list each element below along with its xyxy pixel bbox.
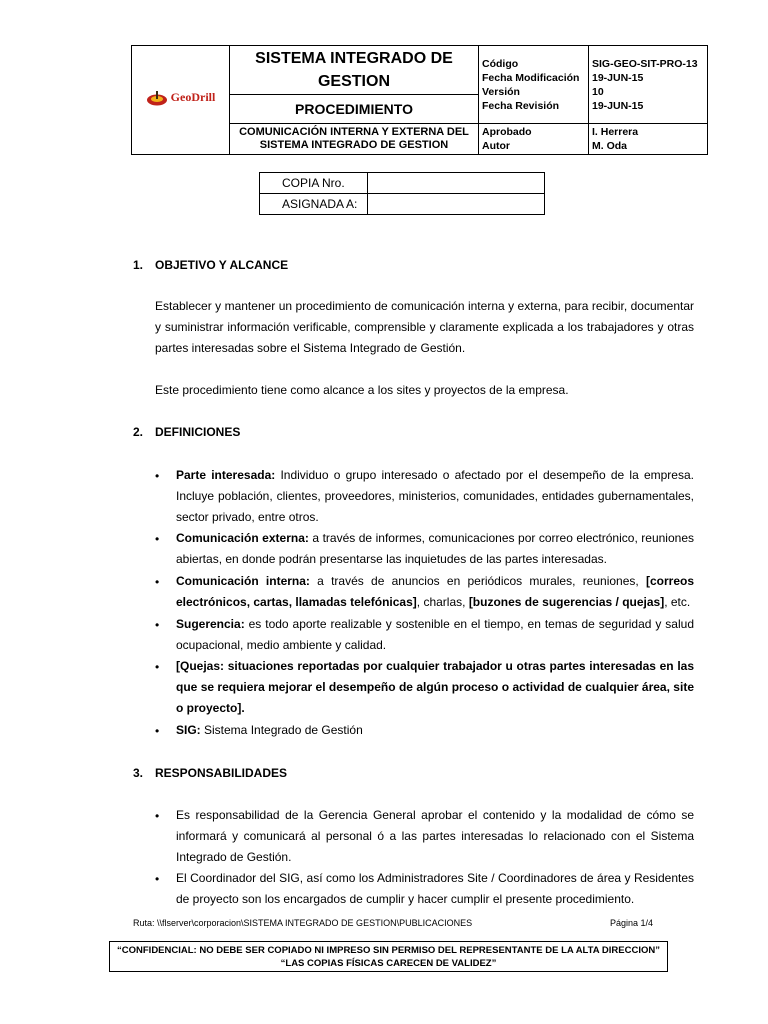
definition-text: Sistema Integrado de Gestión [200, 723, 363, 737]
footer-path: Ruta: \\flserver\corporacion\SISTEMA INTEGRADO DE GESTION\PUBLICACIONES [133, 918, 473, 928]
definition-text: , charlas, [416, 595, 469, 609]
paragraph: Este procedimiento tiene como alcance a los sites y proyectos de la empresa. [155, 383, 569, 397]
field-value-review-date: 19-JUN-15 [592, 99, 644, 112]
field-label: Versión [482, 85, 520, 98]
field-value-version: 10 [592, 85, 604, 98]
section-heading [133, 766, 287, 780]
doc-title: COMUNICACIÓN INTERNA Y EXTERNA DEL SISTEMA INTEGRADO DE GESTION [230, 124, 479, 155]
meta-values-top [589, 46, 708, 124]
bullet: • [155, 660, 160, 674]
section-heading [133, 425, 240, 439]
bullet: • [155, 809, 160, 823]
definition-text: , etc. [664, 595, 691, 609]
definition-bold: [buzones de sugerencias / quejas] [468, 595, 665, 609]
assigned-to-label: ASIGNADA A: [260, 194, 368, 215]
section-number: 3. [133, 766, 144, 780]
definition-item [176, 614, 694, 656]
logo-text: GeoDrill [170, 90, 216, 104]
confidential-notice [109, 941, 668, 972]
definition-text: Individuo o grupo interesado o afectado por el desempeño de la empresa. Incluye población, clientes, proveedores, ministerios, comunidades, entidades gubernamentales, sector privado, entre otros. [176, 468, 694, 524]
field-label: Aprobado [482, 126, 532, 138]
definition-bold: [correos electrónicos, cartas, llamadas telefónicas] [176, 574, 695, 609]
bullet: • [155, 575, 160, 589]
definition-text: a través de informes, comunicaciones por correo electrónico, reuniones abiertas, en donde podrán presentarse las inquietudes de las partes interesadas. [176, 531, 694, 566]
definition-item [176, 720, 694, 741]
definition-item [176, 656, 694, 719]
copy-assignment-box [259, 172, 545, 215]
definition-term: Comunicación interna: [176, 574, 310, 588]
definition-item [176, 465, 694, 528]
section-title: RESPONSABILIDADES [155, 766, 288, 780]
document-header [131, 45, 708, 155]
definition-item [176, 528, 694, 570]
definition-term: SIG: [176, 723, 201, 737]
definition-term: Comunicación externa: [176, 531, 309, 545]
bullet: • [155, 872, 160, 886]
doc-type: PROCEDIMIENTO [230, 95, 479, 124]
section-number: 1. [133, 258, 144, 272]
field-value-code: SIG-GEO-SIT-PRO-13 [592, 57, 698, 70]
bullet: • [155, 618, 160, 632]
field-value-approved: I. Herrera [592, 126, 639, 138]
field-label: Fecha Modificación [482, 71, 580, 84]
field-label: Código [482, 57, 519, 70]
copy-number-label: COPIA Nro. [260, 173, 368, 194]
responsibility-item: El Coordinador del SIG, así como los Administradores Site / Coordinadores de área y Residentes de proyecto son los encargados de cumplir y hacer cumplir el presente procedimiento. [176, 871, 694, 906]
field-value-author: M. Oda [592, 140, 628, 152]
field-value-mod-date: 19-JUN-15 [592, 71, 644, 84]
page-number: Página 1/4 [610, 918, 654, 928]
copy-number-field [368, 173, 545, 194]
bullet: • [155, 469, 160, 483]
section-title: DEFINICIONES [155, 425, 241, 439]
section-title: OBJETIVO Y ALCANCE [155, 258, 289, 272]
validity-line: “LAS COPIAS FÍSICAS CARECEN DE VALIDEZ” [280, 957, 497, 969]
responsibility-item: Es responsabilidad de la Gerencia General aprobar el contenido y la modalidad de cómo se informará y comunicará al personal ó a las partes interesadas lo relacionado con el Sistema Integrado de Gestión. [176, 808, 694, 864]
bullet: • [155, 724, 160, 738]
system-title: SISTEMA INTEGRADO DE GESTION [230, 46, 479, 95]
meta-values-bottom [589, 124, 708, 155]
meta-labels-bottom [479, 124, 589, 155]
field-label: Fecha Revisión [482, 99, 560, 112]
definition-text: a través de anuncios en periódicos murales, reuniones, [309, 574, 646, 588]
definition-item [176, 571, 694, 613]
field-label: Autor [482, 140, 510, 152]
definition-text: es todo aporte realizable y sostenible en el tiempo, en temas de seguridad y salud ocupacional, medio ambiente y calidad. [176, 617, 694, 652]
definition-term: Parte interesada: [176, 468, 276, 482]
assigned-to-field [368, 194, 545, 215]
company-logo [146, 90, 216, 106]
meta-labels-top [479, 46, 589, 124]
definition-term: Sugerencia: [176, 617, 245, 631]
section-number: 2. [133, 425, 144, 439]
confidential-line: “CONFIDENCIAL: NO DEBE SER COPIADO NI IMPRESO SIN PERMISO DEL REPRESENTANTE DE LA ALTA DIRECCION” [117, 944, 660, 956]
bullet: • [155, 532, 160, 546]
definition-term: [Quejas: situaciones reportadas por cualquier trabajador u otras partes interesadas en las que se requiera mejorar el desempeño de algún proceso o actividad de cualquier área, site o proyecto]. [176, 659, 694, 715]
geodrill-logo-icon [146, 90, 168, 106]
section-heading [133, 258, 288, 272]
logo-cell [132, 46, 230, 155]
paragraph: Establecer y mantener un procedimiento de comunicación interna y externa, para recibir, documentar y suministrar información verificable, comprensible y claramente explicada a los trabajadores y otras partes interesadas sobre el Sistema Integrado de Gestión. [155, 299, 694, 355]
